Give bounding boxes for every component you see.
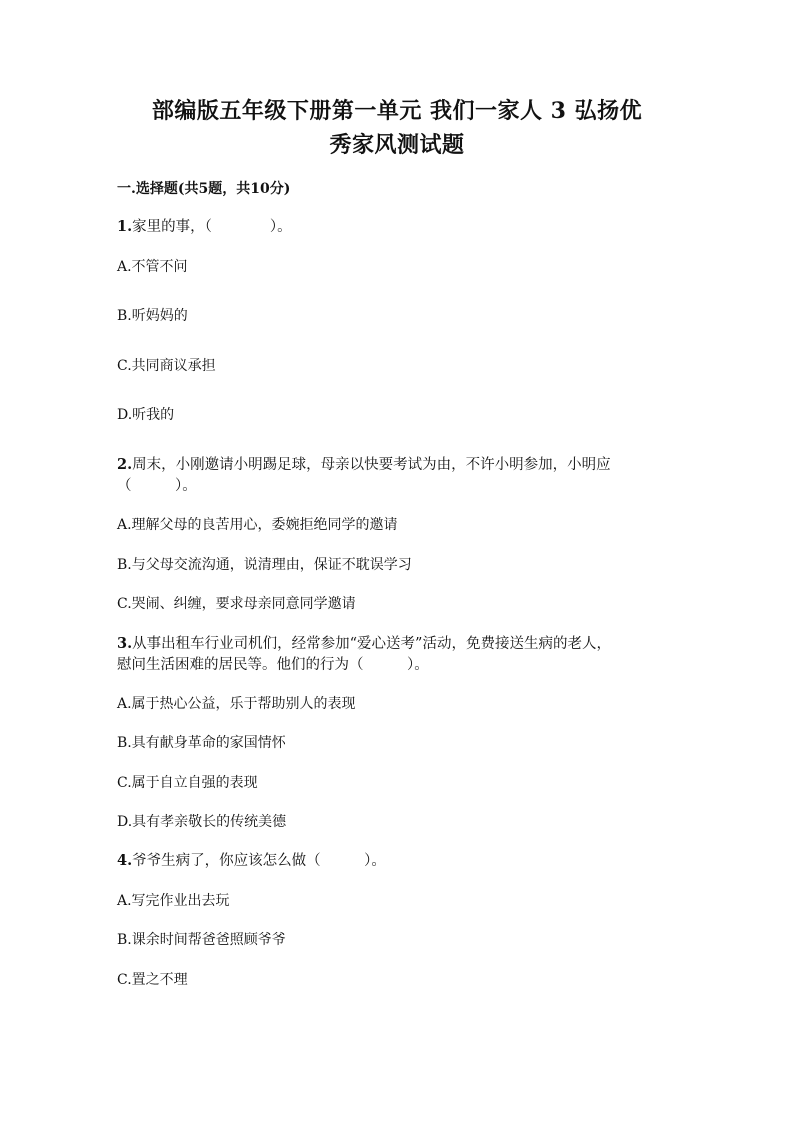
question-4-stem-text: 爷爷生病了，你应该怎么做（ ）。	[132, 853, 386, 869]
question-2-stem-text-1: 周末，小刚邀请小明踢足球，母亲以快要考试为由，不许小明参加，小明应	[132, 457, 611, 473]
question-3-option-c: C.属于自立自强的表现	[117, 775, 258, 791]
question-1-option-a: A.不管不问	[117, 259, 188, 275]
question-1-stem	[117, 217, 292, 237]
question-4-option-b: B.课余时间帮爸爸照顾爷爷	[117, 932, 286, 948]
document-title-line-2: 秀家风测试题	[329, 132, 465, 158]
section-header: 一.选择题(共5题，共10分)	[117, 181, 291, 197]
question-2-stem-text-2: （ ）。	[117, 478, 197, 494]
question-3-option-a: A.属于热心公益，乐于帮助别人的表现	[117, 696, 356, 712]
question-1-number: 1.	[117, 218, 133, 235]
question-2-option-c: C.哭闹、纠缠，要求母亲同意同学邀请	[117, 596, 356, 612]
question-2-stem	[117, 455, 611, 475]
question-1-option-b: B.听妈妈的	[117, 308, 188, 324]
question-2-number: 2.	[117, 456, 133, 473]
question-3-option-b: B.具有献身革命的家国情怀	[117, 735, 286, 751]
question-3-number: 3.	[117, 635, 133, 652]
question-4-option-c: C.置之不理	[117, 972, 188, 988]
question-1-option-c: C.共同商议承担	[117, 358, 216, 374]
question-2-option-b: B.与父母交流沟通，说清理由，保证不耽误学习	[117, 557, 412, 573]
question-1-stem-text: 家里的事，（ ）。	[132, 219, 292, 235]
question-1-option-d: D.听我的	[117, 407, 175, 423]
document-title-line-1: 部编版五年级下册第一单元 我们一家人 3 弘扬优	[151, 98, 643, 124]
question-3-option-d: D.具有孝亲敬长的传统美德	[117, 814, 287, 830]
question-3-stem	[117, 634, 611, 654]
question-4-stem	[117, 851, 386, 871]
question-4-option-a: A.写完作业出去玩	[117, 893, 230, 909]
question-3-stem-text-1: 从事出租车行业司机们，经常参加“爱心送考”活动，免费接送生病的老人，	[132, 636, 611, 652]
question-3-stem-text-2: 慰问生活困难的居民等。他们的行为（ ）。	[117, 657, 429, 673]
question-4-number: 4.	[117, 852, 133, 869]
question-2-option-a: A.理解父母的良苦用心，委婉拒绝同学的邀请	[117, 517, 398, 533]
